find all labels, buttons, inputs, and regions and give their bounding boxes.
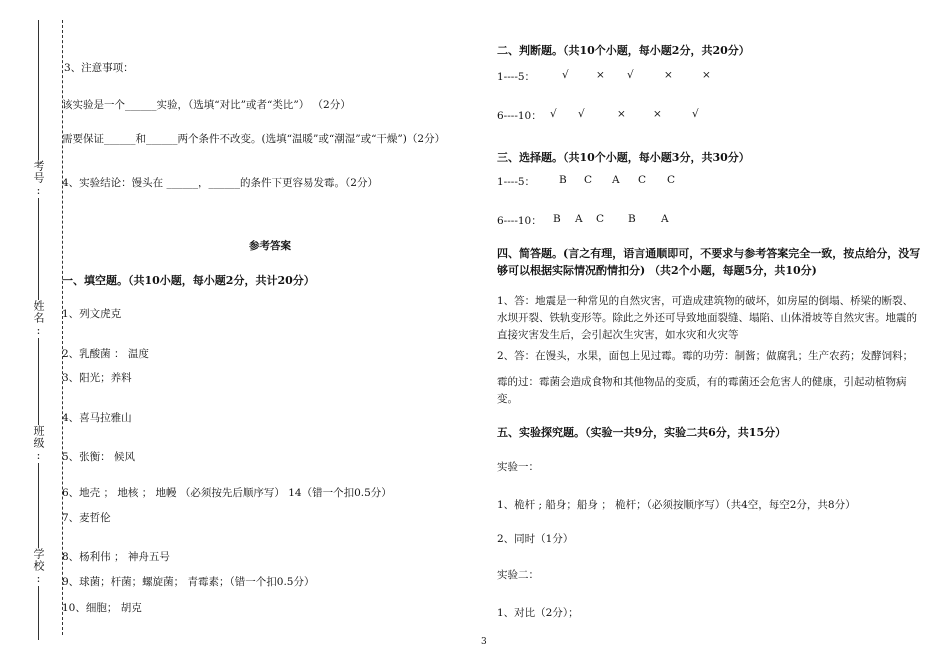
answers-title: 参考答案 <box>249 240 291 252</box>
judge-row2-mark: √ <box>550 108 557 120</box>
answer-7: 7、麦哲伦 <box>62 512 111 524</box>
answer-5: 5、张衡： 候风 <box>62 451 136 463</box>
judge-row2-label: 6----10： <box>497 110 542 122</box>
class-label: 班级: <box>32 425 45 463</box>
name-label: 姓名: <box>32 300 45 338</box>
judge-row2-mark: √ <box>578 108 585 120</box>
judge-row2-mark: × <box>653 108 662 120</box>
choice-row1-answer: C <box>584 174 593 186</box>
answer-4: 4、喜马拉雅山 <box>62 412 132 424</box>
choice-row1-answer: C <box>667 174 676 186</box>
choice-row2-answer: B <box>553 213 561 225</box>
short-answer-2: 2、答：在馒头，水果，面包上见过霉。霉的功劳：制酱；做腐乳；生产农药；发酵饲料； <box>497 350 914 362</box>
section5-title: 五、实验探究题。（实验一共9分，实验二共6分，共15分） <box>497 426 787 439</box>
item3b-text: 需要保证______和______两个条件不改变。(选填“温暖”或“潮湿”或“干燥”)（2分） <box>62 133 446 145</box>
section2-title: 二、判断题。（共10个小题，每小题2分，共20分） <box>497 44 750 57</box>
choice-row2-answer: B <box>628 213 636 225</box>
answer-8: 8、杨利伟 ； 神舟五号 <box>62 551 170 563</box>
item3a-text: 该实验是一个______实验，（选填“对比”或者“类比”） （2分） <box>62 99 351 111</box>
choice-row1-answer: B <box>559 174 567 186</box>
answer-10: 10、细胞； 胡克 <box>62 602 142 614</box>
experiment2-title: 实验二： <box>497 569 539 581</box>
judge-row1-label: 1----5： <box>497 71 536 83</box>
binding-dashed-line <box>62 20 63 635</box>
judge-row1-mark: × <box>596 69 605 81</box>
school-label: 学校: <box>32 548 45 586</box>
short-answer-1: 1、答：地震是一种常见的自然灾害，可造成建筑物的破坏，如房屋的倒塌、桥梁的断裂、水坝开裂、铁轨变形等。除此之外还可导致地面裂缝、塌陷、山体滑坡等自然灾害。地震的直接灾害发生后，会引起次生灾害，如水灾和火灾等 <box>497 295 917 341</box>
choice-row1-answer: C <box>638 174 647 186</box>
page-number: 3 <box>481 637 487 647</box>
item3-notes: 3、注意事项： <box>64 62 134 74</box>
section1-title: 一、填空题。（共10小题，每小题2分，共计20分） <box>62 274 315 287</box>
judge-row1-mark: × <box>664 69 673 81</box>
section3-title: 三、选择题。（共10个小题，每小题3分，共30分） <box>497 151 750 164</box>
choice-row2-answer: C <box>596 213 605 225</box>
section4-title: 四、简答题。(言之有理，语言通顺即可，不要求与参考答案完全一致，按点给分，没写够可以根据实际情况酌情扣分) （共2个小题，每题5分，共10分) <box>497 247 921 277</box>
exam-number-label: 考号: <box>32 160 45 198</box>
answer-6: 6、地壳 ； 地核 ； 地幔 （必须按先后顺序写） 14（错一个扣0.5分） <box>62 487 392 499</box>
choice-row2-answer: A <box>661 213 669 225</box>
item4-conclusion: 4、实验结论：馒头在 ______，______的条件下更容易发霉。（2分） <box>62 177 378 189</box>
choice-row2-label: 6----10： <box>497 215 542 227</box>
experiment1-title: 实验一： <box>497 461 539 473</box>
answer-9: 9、球菌；杆菌；螺旋菌； 青霉素；（错一个扣0.5分） <box>62 576 315 588</box>
judge-row1-mark: √ <box>627 69 634 81</box>
judge-row1-mark: √ <box>562 69 569 81</box>
answer-3: 3、阳光；养料 <box>62 372 132 384</box>
answer-1: 1、列文虎克 <box>62 308 122 320</box>
judge-row2-mark: × <box>617 108 626 120</box>
choice-row1-answer: A <box>612 174 620 186</box>
judge-row2-mark: √ <box>692 108 699 120</box>
experiment1-answer-2: 2、同时（1分） <box>497 533 574 545</box>
choice-row1-label: 1----5： <box>497 176 536 188</box>
answer-2: 2、乳酸菌 ： 温度 <box>62 348 149 360</box>
experiment2-answer-1: 1、对比（2分）； <box>497 607 579 619</box>
short-answer-3: 霉的过：霉菌会造成食物和其他物品的变质，有的霉菌还会危害人的健康，引起动植物病变。 <box>497 376 907 405</box>
choice-row2-answer: A <box>575 213 583 225</box>
judge-row1-mark: × <box>702 69 711 81</box>
experiment1-answer-1: 1、桅杆 ; 船身；船身 ； 桅杆；（必须按顺序写）（共4空，每空2分，共8分） <box>497 499 856 511</box>
